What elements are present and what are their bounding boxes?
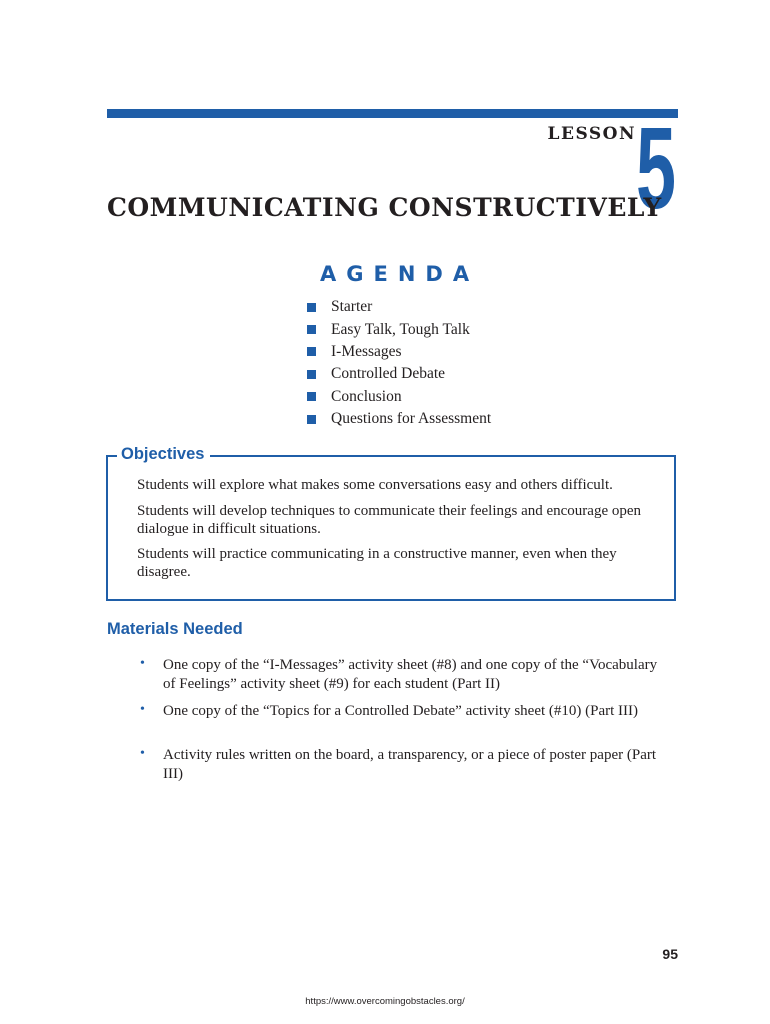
square-bullet-icon [307,325,316,334]
bullet-icon: • [140,746,145,761]
agenda-list [307,296,491,430]
agenda-item [307,408,491,430]
header-rule [107,109,678,118]
agenda-item [307,318,491,340]
square-bullet-icon [307,347,316,356]
agenda-item-label: I-Messages [331,342,402,360]
objectives-heading: Objectives [117,445,210,464]
agenda-item-label: Controlled Debate [331,365,446,383]
lesson-title: COMMUNICATING CONSTRUCTIVELY [107,193,662,222]
objective-item: Students will explore what makes some conversations easy and others difficult. [137,477,613,493]
materials-heading: Materials Needed [107,620,243,638]
bullet-icon: • [140,702,145,717]
page-number: 95 [662,946,678,962]
square-bullet-icon [307,370,316,379]
lesson-label: LESSON [547,124,636,144]
agenda-item-label: Conclusion [331,387,402,405]
material-item: One copy of the “I-Messages” activity sheet (#8) and one copy of the “Vocabulary of Feelings” activity sheet (#9) for each student (Part II) [163,657,658,692]
agenda-item [307,386,491,408]
square-bullet-icon [307,415,316,424]
objective-item: Students will develop techniques to communicate their feelings and encourage open dialogue in difficult situations. [137,503,642,537]
lesson-number: 5 [636,103,676,233]
agenda-heading: AGENDA [320,262,480,286]
agenda-item-label: Questions for Assessment [331,410,492,428]
square-bullet-icon [307,303,316,312]
agenda-item [307,341,491,363]
objective-item: Students will practice communicating in a constructive manner, even when they disagree. [137,546,617,580]
agenda-item [307,296,491,318]
bullet-icon: • [140,656,145,671]
material-item: Activity rules written on the board, a transparency, or a piece of poster paper (Part III) [163,747,657,782]
agenda-item-label: Starter [331,298,373,316]
footer-url-link[interactable]: https://www.overcomingobstacles.org/ [305,996,465,1007]
agenda-item-label: Easy Talk, Tough Talk [331,320,470,338]
agenda-item [307,363,491,385]
square-bullet-icon [307,392,316,401]
material-item: One copy of the “Topics for a Controlled Debate” activity sheet (#10) (Part III) [163,703,639,719]
